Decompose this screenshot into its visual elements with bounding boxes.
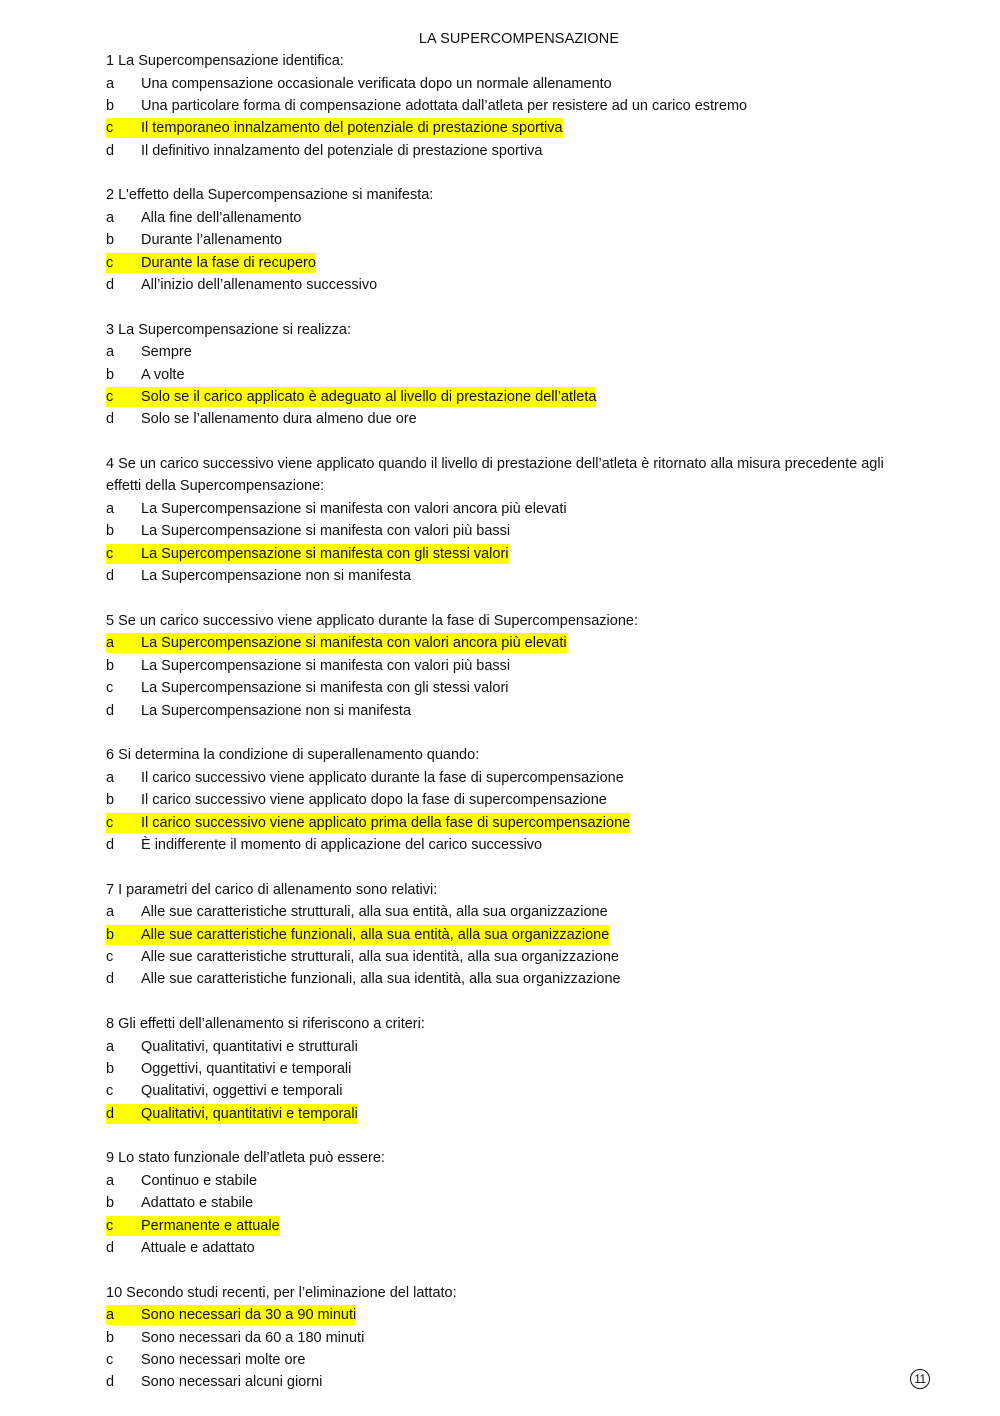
- question-block-6: [106, 744, 906, 856]
- answer-option-line: [106, 1350, 305, 1370]
- answer-option-highlighted: [106, 1103, 906, 1125]
- question-block-1: [106, 50, 906, 162]
- answer-option: [106, 408, 906, 430]
- answer-option-line: [106, 387, 596, 407]
- answer-option: [106, 834, 906, 856]
- answer-option: [106, 1035, 906, 1057]
- answer-text: Adattato e stabile: [141, 1195, 254, 1212]
- answer-option: [106, 565, 906, 587]
- answer-text: Solo se l’allenamento dura almeno due ore: [141, 411, 417, 428]
- answer-text: Alle sue caratteristiche strutturali, alla sua entità, alla sua organizzazione: [141, 904, 608, 921]
- question-block-4: [106, 453, 906, 587]
- answer-option: [106, 229, 906, 251]
- answer-letter: d: [106, 1374, 115, 1391]
- answer-text: La Supercompensazione non si manifesta: [141, 568, 412, 585]
- answer-option-line: [106, 947, 619, 967]
- answer-option-line: [106, 230, 282, 250]
- answer-option: [106, 1170, 906, 1192]
- answer-letter: b: [106, 1329, 115, 1346]
- answer-text: Alle sue caratteristiche funzionali, alla sua entità, alla sua organizzazione: [141, 926, 610, 943]
- answer-letter: a: [106, 344, 115, 361]
- answer-option-line: [106, 1104, 358, 1124]
- answer-option: [106, 767, 906, 789]
- answer-letter: d: [106, 277, 115, 294]
- answer-option-line: [106, 253, 316, 273]
- question-text: 6 Si determina la condizione di superallenamento quando:: [106, 747, 480, 764]
- answer-text: Una compensazione occasionale verificata dopo un normale allenamento: [141, 75, 612, 92]
- answer-letter: c: [106, 814, 114, 831]
- answer-option-line: [106, 1081, 343, 1101]
- answer-text: La Supercompensazione si manifesta con gli stessi valori: [141, 545, 509, 562]
- answer-option-line: [106, 1372, 322, 1392]
- answer-option-line: [106, 208, 301, 228]
- answer-option-line: [106, 925, 609, 945]
- answer-option-line: [106, 678, 509, 698]
- answer-option-line: [106, 633, 567, 653]
- answer-text: Continuo e stabile: [141, 1172, 258, 1189]
- answer-option-line: [106, 1328, 364, 1348]
- answer-letter: a: [106, 1307, 115, 1324]
- answer-text: Alle sue caratteristiche funzionali, alla sua identità, alla sua organizzazione: [141, 971, 621, 988]
- answer-letter: c: [106, 254, 114, 271]
- answer-text: Qualitativi, quantitativi e temporali: [141, 1105, 358, 1122]
- answer-option: [106, 140, 906, 162]
- answer-text: La Supercompensazione si manifesta con valori più bassi: [141, 657, 511, 674]
- answer-text: Alla fine dell’allenamento: [141, 209, 302, 226]
- answer-option: [106, 789, 906, 811]
- answer-letter: d: [106, 836, 115, 853]
- answer-option: [106, 677, 906, 699]
- answer-letter: b: [106, 1060, 115, 1077]
- answer-text: Una particolare forma di compensazione adottata dall’atleta per resistere ad un carico estremo: [141, 97, 748, 114]
- answer-text: La Supercompensazione si manifesta con valori più bassi: [141, 523, 511, 540]
- answer-text: All’inizio dell’allenamento successivo: [141, 277, 378, 294]
- answer-option-line: [106, 1216, 280, 1236]
- answer-text: La Supercompensazione si manifesta con valori ancora più elevati: [141, 635, 567, 652]
- answer-option-line: [106, 1238, 255, 1258]
- question-block-5: [106, 610, 906, 722]
- answer-letter: a: [106, 769, 115, 786]
- question-block-3: [106, 319, 906, 431]
- answer-option-highlighted: [106, 923, 906, 945]
- answer-letter: b: [106, 523, 115, 540]
- answer-option: [106, 95, 906, 117]
- page-number-badge: 11: [910, 1369, 930, 1389]
- answer-option-line: [106, 544, 509, 564]
- question-text: 7 I parametri del carico di allenamento sono relativi:: [106, 881, 438, 898]
- answer-option: [106, 699, 906, 721]
- answer-text: Il carico successivo viene applicato durante la fase di supercompensazione: [141, 769, 624, 786]
- answer-option-line: [106, 74, 612, 94]
- answer-option: [106, 1326, 906, 1348]
- answer-letter: a: [106, 1038, 115, 1055]
- answer-letter: a: [106, 209, 115, 226]
- answer-text: Alle sue caratteristiche strutturali, alla sua identità, alla sua organizzazione: [141, 948, 619, 965]
- answer-option-highlighted: [106, 811, 906, 833]
- answer-text: A volte: [141, 366, 185, 383]
- answer-option-line: [106, 275, 377, 295]
- answer-option-line: [106, 1305, 356, 1325]
- answer-option-line: [106, 118, 563, 138]
- answer-letter: d: [106, 1105, 115, 1122]
- answer-letter: b: [106, 97, 115, 114]
- answer-letter: c: [106, 120, 114, 137]
- answer-text: È indifferente il momento di applicazione del carico successivo: [141, 836, 543, 853]
- answer-option-highlighted: [106, 632, 906, 654]
- answer-option-highlighted: [106, 252, 906, 274]
- answer-letter: d: [106, 411, 115, 428]
- answer-text: La Supercompensazione si manifesta con gli stessi valori: [141, 680, 509, 697]
- answer-option: [106, 1058, 906, 1080]
- question-text: 10 Secondo studi recenti, per l’eliminazione del lattato:: [106, 1284, 457, 1301]
- answer-option: [106, 1349, 906, 1371]
- answer-letter: a: [106, 904, 115, 921]
- answer-option-highlighted: [106, 386, 906, 408]
- answer-letter: c: [106, 948, 114, 965]
- answer-option: [106, 968, 906, 990]
- answer-option-line: [106, 656, 510, 676]
- question-text: 9 Lo stato funzionale dell’atleta può essere:: [106, 1150, 385, 1167]
- answer-letter: a: [106, 501, 115, 518]
- answer-option-highlighted: [106, 1214, 906, 1236]
- question-block-7: [106, 879, 906, 991]
- answer-option: [106, 207, 906, 229]
- answer-letter: b: [106, 1195, 115, 1212]
- question-text: 5 Se un carico successivo viene applicato durante la fase di Supercompensazione:: [106, 612, 638, 629]
- answer-text: Solo se il carico applicato è adeguato al livello di prestazione dell’atleta: [141, 389, 597, 406]
- answer-letter: d: [106, 568, 115, 585]
- answer-text: La Supercompensazione non si manifesta: [141, 702, 412, 719]
- answer-letter: a: [106, 635, 115, 652]
- answer-letter: c: [106, 545, 114, 562]
- answer-text: Sono necessari da 60 a 180 minuti: [141, 1329, 365, 1346]
- answer-text: Durante l’allenamento: [141, 232, 283, 249]
- answer-letter: b: [106, 792, 115, 809]
- answer-letter: c: [106, 389, 114, 406]
- page-title: LA SUPERCOMPENSAZIONE: [418, 31, 620, 47]
- answer-text: Sono necessari da 30 a 90 minuti: [141, 1307, 357, 1324]
- question-text: 1 La Supercompensazione identifica:: [106, 53, 344, 69]
- answer-option-line: [106, 365, 185, 385]
- answer-option-line: [106, 1059, 351, 1079]
- answer-option-line: [106, 835, 542, 855]
- answer-option: [106, 364, 906, 386]
- question-block-2: [106, 184, 906, 296]
- answer-letter: c: [106, 1217, 114, 1234]
- answer-option: [106, 1237, 906, 1259]
- answer-option-line: [106, 141, 542, 161]
- question-block-10: [106, 1282, 906, 1394]
- answer-letter: b: [106, 366, 115, 383]
- question-text: 8 Gli effetti dell’allenamento si riferiscono a criteri:: [106, 1015, 425, 1032]
- answer-text: Oggettivi, quantitativi e temporali: [141, 1060, 352, 1077]
- answer-option-line: [106, 813, 630, 833]
- answer-letter: c: [106, 1352, 114, 1369]
- answer-option: [106, 946, 906, 968]
- answer-option-highlighted: [106, 117, 906, 139]
- answer-option-line: [106, 499, 567, 519]
- answer-option: [106, 1080, 906, 1102]
- answer-option-line: [106, 768, 624, 788]
- answer-option: [106, 274, 906, 296]
- answer-text: Durante la fase di recupero: [141, 254, 316, 271]
- answer-option-line: [106, 701, 411, 721]
- answer-letter: d: [106, 702, 115, 719]
- answer-option-line: [106, 96, 747, 116]
- answer-letter: b: [106, 232, 115, 249]
- question-text: 2 L'effetto della Supercompensazione si manifesta:: [106, 187, 434, 204]
- answer-option-line: [106, 1171, 257, 1191]
- answer-option: [106, 72, 906, 94]
- question-text: 3 La Supercompensazione si realizza:: [106, 321, 352, 338]
- answer-letter: c: [106, 1083, 114, 1100]
- answer-text: Il temporaneo innalzamento del potenziale di prestazione sportiva: [141, 120, 563, 137]
- answer-option-line: [106, 566, 411, 586]
- answer-text: Qualitativi, oggettivi e temporali: [141, 1083, 343, 1100]
- answer-option-line: [106, 1193, 253, 1213]
- answer-option: [106, 655, 906, 677]
- answer-letter: d: [106, 1240, 115, 1257]
- answer-text: Sempre: [141, 344, 192, 361]
- questions-list: [106, 50, 906, 1416]
- answer-text: Sono necessari molte ore: [141, 1352, 306, 1369]
- answer-letter: b: [106, 657, 115, 674]
- answer-option: [106, 341, 906, 363]
- answer-text: Il carico successivo viene applicato dopo la fase di supercompensazione: [141, 792, 607, 809]
- answer-option: [106, 1192, 906, 1214]
- answer-letter: d: [106, 142, 115, 159]
- answer-letter: d: [106, 971, 115, 988]
- answer-option-line: [106, 902, 608, 922]
- answer-letter: c: [106, 680, 114, 697]
- answer-letter: a: [106, 1172, 115, 1189]
- answer-text: Qualitativi, quantitativi e strutturali: [141, 1038, 358, 1055]
- answer-option: [106, 498, 906, 520]
- answer-text: Sono necessari alcuni giorni: [141, 1374, 323, 1391]
- answer-text: Permanente e attuale: [141, 1217, 280, 1234]
- answer-option-line: [106, 1037, 358, 1057]
- answer-text: Il carico successivo viene applicato prima della fase di supercompensazione: [141, 814, 631, 831]
- answer-option: [106, 1371, 906, 1393]
- answer-option-line: [106, 969, 621, 989]
- answer-text: Il definitivo innalzamento del potenziale di prestazione sportiva: [141, 142, 543, 159]
- question-text: 4 Se un carico successivo viene applicato quando il livello di prestazione dell’atleta è ritornato alla misura precedente agli effetti della Supercompensazione:: [106, 456, 884, 495]
- answer-option: [106, 520, 906, 542]
- answer-option-line: [106, 790, 607, 810]
- answer-letter: b: [106, 926, 115, 943]
- answer-option: [106, 901, 906, 923]
- answer-option-line: [106, 409, 417, 429]
- answer-text: La Supercompensazione si manifesta con valori ancora più elevati: [141, 501, 567, 518]
- answer-option-highlighted: [106, 543, 906, 565]
- question-block-8: [106, 1013, 906, 1125]
- answer-option-line: [106, 521, 510, 541]
- answer-option-highlighted: [106, 1304, 906, 1326]
- answer-letter: a: [106, 75, 115, 92]
- answer-text: Attuale e adattato: [141, 1240, 255, 1257]
- question-block-9: [106, 1147, 906, 1259]
- answer-option-line: [106, 342, 192, 362]
